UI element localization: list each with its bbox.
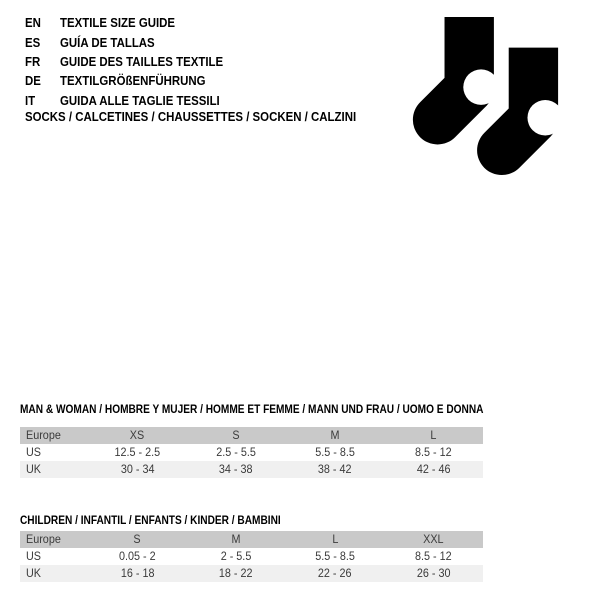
language-code: IT [25,92,36,108]
language-code: FR [25,53,41,69]
size-value: 2.5 - 5.5 [216,445,256,459]
language-row-es [25,32,245,51]
column-header-size: S [88,531,187,548]
language-label: GUÍA DE TALLAS [60,34,155,50]
size-value: 26 - 30 [384,565,483,582]
size-value: 22 - 26 [286,565,385,582]
size-value: 8.5 - 12 [415,445,452,459]
size-table-adults [20,427,483,478]
size-table-children [20,531,483,582]
size-value: 38 - 42 [286,461,385,478]
adults-table-title: MAN & WOMAN / HOMBRE Y MUJER / HOMME ET FEMME / MANN UND FRAU / UOMO E DONNA [20,404,484,416]
language-code: DE [25,73,41,89]
language-label: TEXTILE SIZE GUIDE [60,15,176,31]
size-value: 5.5 - 8.5 [315,549,355,563]
column-header-size: L [384,427,483,444]
category-line: SOCKS / CALCETINES / CHAUSSETTES / SOCKEN / CALZINI [25,109,357,124]
column-header-region: Europe [20,531,88,548]
size-value: 30 - 34 [88,461,187,478]
language-label: GUIDE DES TAILLES TEXTILE [60,53,224,69]
size-value: 2 - 5.5 [220,549,252,563]
column-header-size: XS [88,427,187,444]
language-label: GUIDA ALLE TAGLIE TESSILI [60,92,220,108]
column-header-size: S [187,427,286,444]
size-value: 42 - 46 [384,461,483,478]
size-value: 12.5 - 2.5 [114,445,161,459]
column-header-region: Europe [20,427,88,444]
row-label-us: US [26,549,42,563]
size-value: 8.5 - 12 [415,549,452,563]
language-row-de [25,71,245,90]
language-row-en [25,13,245,32]
column-header-size: L [286,531,385,548]
children-table-title: CHILDREN / INFANTIL / ENFANTS / KINDER / BAMBINI [20,515,281,527]
language-row-fr [25,52,245,71]
row-label-us: US [26,445,42,459]
language-code: EN [25,15,41,31]
column-header-size: M [286,427,385,444]
column-header-size: XXL [384,531,483,548]
row-label-uk: UK [20,565,88,582]
row-label-uk: UK [20,461,88,478]
size-value: 18 - 22 [187,565,286,582]
size-value: 34 - 38 [187,461,286,478]
socks-icon [411,17,561,177]
language-list [25,13,245,110]
language-label: TEXTILGRÖßENFÜHRUNG [60,73,206,89]
size-value: 0.05 - 2 [119,549,156,563]
language-code: ES [25,34,41,50]
size-value: 5.5 - 8.5 [315,445,355,459]
size-value: 16 - 18 [88,565,187,582]
column-header-size: M [187,531,286,548]
